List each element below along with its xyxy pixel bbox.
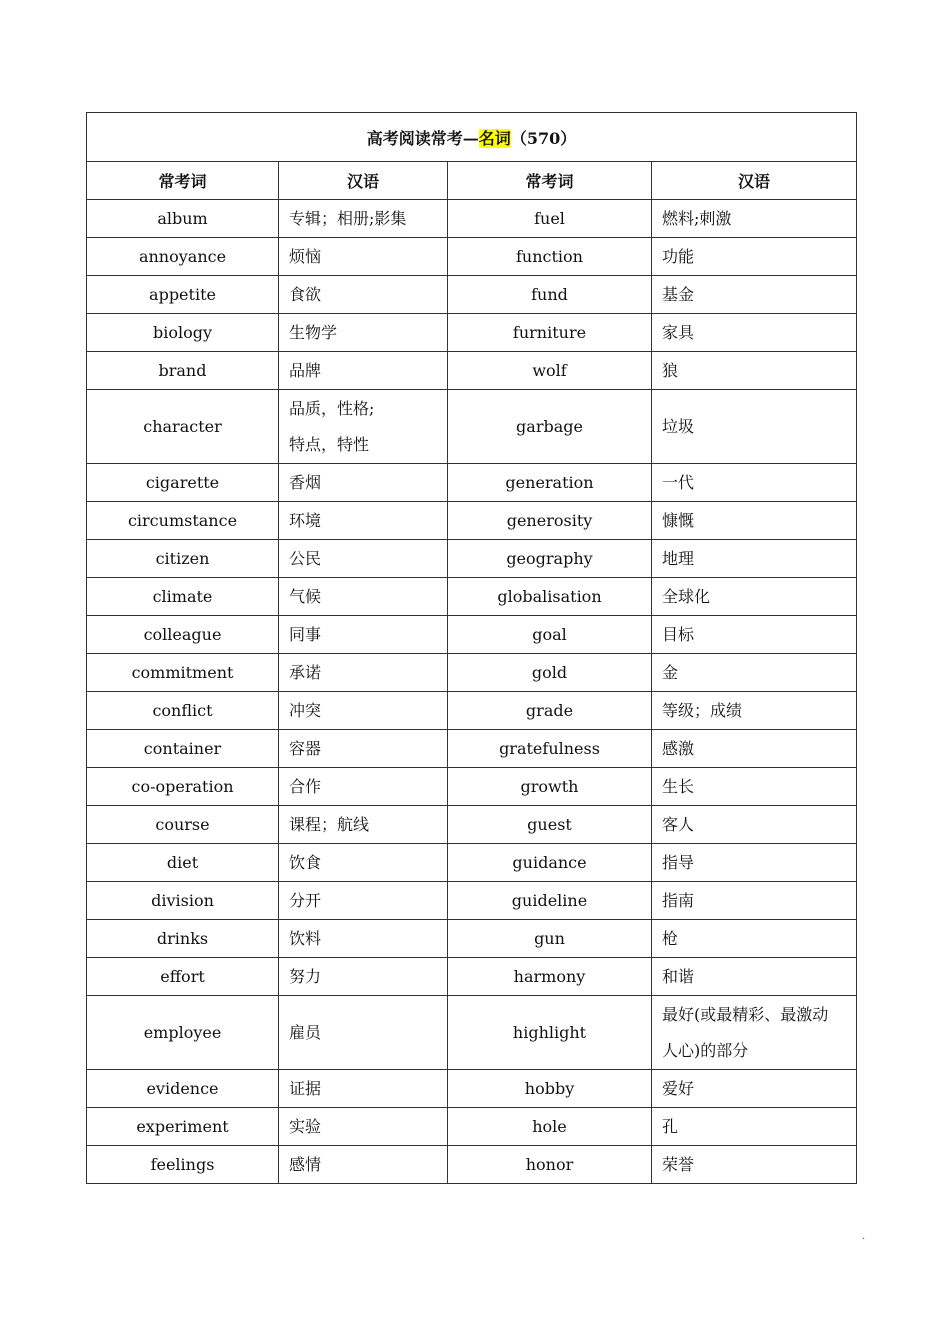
title-prefix: 高考阅读常考— — [366, 128, 479, 148]
chinese-meaning — [652, 996, 857, 1070]
english-word: guest — [448, 806, 652, 844]
english-word: colleague — [87, 616, 279, 654]
chinese-meaning-line: 地理 — [662, 548, 695, 568]
chinese-meaning-line: 分开 — [289, 890, 322, 910]
english-word: goal — [448, 616, 652, 654]
table-row — [87, 768, 857, 806]
chinese-meaning-line: 品质，性格; — [289, 398, 375, 418]
chinese-meaning — [652, 540, 857, 578]
chinese-meaning-line: 气候 — [289, 586, 322, 606]
column-header: 常考词 — [87, 162, 279, 200]
table-body — [87, 200, 857, 1184]
chinese-meaning — [652, 768, 857, 806]
chinese-meaning-line: 指导 — [662, 852, 695, 872]
table-row — [87, 314, 857, 352]
table-row — [87, 692, 857, 730]
chinese-meaning — [279, 920, 448, 958]
chinese-meaning — [279, 502, 448, 540]
chinese-meaning-line: 等级；成绩 — [662, 700, 743, 720]
table-row — [87, 844, 857, 882]
table-row — [87, 882, 857, 920]
chinese-meaning — [652, 730, 857, 768]
table-row — [87, 996, 857, 1070]
chinese-meaning-line: 证据 — [289, 1078, 322, 1098]
chinese-meaning-line: 同事 — [289, 624, 322, 644]
chinese-meaning — [279, 616, 448, 654]
english-word: gratefulness — [448, 730, 652, 768]
chinese-meaning-line: 目标 — [662, 624, 695, 644]
english-word: function — [448, 238, 652, 276]
english-word: growth — [448, 768, 652, 806]
chinese-meaning — [652, 578, 857, 616]
english-word: highlight — [448, 996, 652, 1070]
chinese-meaning-line: 功能 — [662, 246, 695, 266]
chinese-meaning — [279, 882, 448, 920]
english-word: evidence — [87, 1070, 279, 1108]
english-word: honor — [448, 1146, 652, 1184]
english-word: globalisation — [448, 578, 652, 616]
chinese-meaning — [652, 276, 857, 314]
english-word: citizen — [87, 540, 279, 578]
english-word: garbage — [448, 390, 652, 464]
table-row — [87, 616, 857, 654]
chinese-meaning — [279, 276, 448, 314]
chinese-meaning-line: 燃料;刺激 — [662, 208, 732, 228]
chinese-meaning — [279, 464, 448, 502]
chinese-meaning — [652, 920, 857, 958]
chinese-meaning — [279, 768, 448, 806]
english-word: climate — [87, 578, 279, 616]
english-word: drinks — [87, 920, 279, 958]
english-word: appetite — [87, 276, 279, 314]
chinese-meaning-line: 一代 — [662, 472, 695, 492]
english-word: biology — [87, 314, 279, 352]
table-row — [87, 1146, 857, 1184]
table-row — [87, 578, 857, 616]
chinese-meaning-line: 荣誉 — [662, 1154, 695, 1174]
english-word: hole — [448, 1108, 652, 1146]
chinese-meaning-line: 慷慨 — [662, 510, 695, 530]
english-word: harmony — [448, 958, 652, 996]
chinese-meaning-line: 香烟 — [289, 472, 322, 492]
table-header-row — [87, 162, 857, 200]
chinese-meaning-line: 生长 — [662, 776, 695, 796]
english-word: generosity — [448, 502, 652, 540]
chinese-meaning — [279, 390, 448, 464]
table-row — [87, 806, 857, 844]
english-word: geography — [448, 540, 652, 578]
english-word: guideline — [448, 882, 652, 920]
chinese-meaning — [279, 958, 448, 996]
chinese-meaning-line: 感情 — [289, 1154, 322, 1174]
table-row — [87, 390, 857, 464]
table-row — [87, 200, 857, 238]
chinese-meaning — [279, 692, 448, 730]
chinese-meaning — [652, 502, 857, 540]
chinese-meaning-line: 人心)的部分 — [662, 1040, 749, 1060]
chinese-meaning — [279, 844, 448, 882]
chinese-meaning-line: 基金 — [662, 284, 695, 304]
chinese-meaning-line: 饮食 — [289, 852, 322, 872]
chinese-meaning-line: 爱好 — [662, 1078, 695, 1098]
chinese-meaning-line: 合作 — [289, 776, 322, 796]
english-word: employee — [87, 996, 279, 1070]
chinese-meaning — [652, 238, 857, 276]
chinese-meaning-line: 指南 — [662, 890, 695, 910]
english-word: brand — [87, 352, 279, 390]
chinese-meaning-line: 环境 — [289, 510, 322, 530]
table-row — [87, 654, 857, 692]
chinese-meaning-line: 家具 — [662, 322, 695, 342]
english-word: annoyance — [87, 238, 279, 276]
english-word: hobby — [448, 1070, 652, 1108]
english-word: experiment — [87, 1108, 279, 1146]
english-word: guidance — [448, 844, 652, 882]
chinese-meaning — [652, 352, 857, 390]
english-word: feelings — [87, 1146, 279, 1184]
english-word: diet — [87, 844, 279, 882]
chinese-meaning-line: 金 — [662, 662, 679, 682]
chinese-meaning-line: 孔 — [662, 1116, 679, 1136]
page-mark: · — [862, 1234, 866, 1245]
chinese-meaning — [279, 1070, 448, 1108]
table-row — [87, 920, 857, 958]
chinese-meaning-line: 课程；航线 — [289, 814, 370, 834]
english-word: circumstance — [87, 502, 279, 540]
chinese-meaning-line: 专辑；相册;影集 — [289, 208, 407, 228]
chinese-meaning — [652, 692, 857, 730]
chinese-meaning-line: 最好(或最精彩、最激动 — [662, 1004, 829, 1024]
table-row — [87, 1108, 857, 1146]
chinese-meaning-line: 客人 — [662, 814, 695, 834]
table-row — [87, 540, 857, 578]
chinese-meaning-line: 雇员 — [289, 1022, 322, 1042]
chinese-meaning — [652, 616, 857, 654]
table-row — [87, 730, 857, 768]
chinese-meaning-line: 和谐 — [662, 966, 695, 986]
english-word: course — [87, 806, 279, 844]
english-word: division — [87, 882, 279, 920]
english-word: conflict — [87, 692, 279, 730]
title-highlight: 名词 — [478, 128, 511, 148]
chinese-meaning-line: 承诺 — [289, 662, 322, 682]
chinese-meaning-line: 感激 — [662, 738, 695, 758]
english-word: fuel — [448, 200, 652, 238]
english-word: co-operation — [87, 768, 279, 806]
chinese-meaning-line: 努力 — [289, 966, 322, 986]
chinese-meaning-line: 饮料 — [289, 928, 322, 948]
page-title — [87, 113, 857, 162]
table-row — [87, 502, 857, 540]
chinese-meaning — [652, 654, 857, 692]
chinese-meaning — [652, 1146, 857, 1184]
title-suffix: （570） — [510, 128, 577, 148]
chinese-meaning — [279, 352, 448, 390]
column-header: 汉语 — [279, 162, 448, 200]
english-word: grade — [448, 692, 652, 730]
chinese-meaning — [279, 238, 448, 276]
chinese-meaning — [652, 464, 857, 502]
english-word: wolf — [448, 352, 652, 390]
english-word: furniture — [448, 314, 652, 352]
chinese-meaning — [279, 578, 448, 616]
chinese-meaning — [279, 806, 448, 844]
table-row — [87, 276, 857, 314]
chinese-meaning-line: 食欲 — [289, 284, 322, 304]
chinese-meaning-line: 垃圾 — [662, 416, 695, 436]
chinese-meaning-line: 冲突 — [289, 700, 322, 720]
chinese-meaning — [279, 996, 448, 1070]
table-row — [87, 352, 857, 390]
chinese-meaning — [279, 1108, 448, 1146]
english-word: gun — [448, 920, 652, 958]
table-row — [87, 1070, 857, 1108]
vocabulary-table — [86, 112, 857, 1184]
chinese-meaning — [652, 1108, 857, 1146]
chinese-meaning — [652, 844, 857, 882]
chinese-meaning — [279, 654, 448, 692]
chinese-meaning — [652, 314, 857, 352]
english-word: gold — [448, 654, 652, 692]
chinese-meaning — [279, 200, 448, 238]
chinese-meaning-line: 特点，特性 — [289, 434, 370, 454]
chinese-meaning — [279, 540, 448, 578]
chinese-meaning — [652, 806, 857, 844]
chinese-meaning-line: 枪 — [662, 928, 679, 948]
english-word: commitment — [87, 654, 279, 692]
chinese-meaning-line: 生物学 — [289, 322, 338, 342]
english-word: generation — [448, 464, 652, 502]
chinese-meaning-line: 实验 — [289, 1116, 322, 1136]
chinese-meaning-line: 品牌 — [289, 360, 322, 380]
table-row — [87, 958, 857, 996]
chinese-meaning-line: 容器 — [289, 738, 322, 758]
chinese-meaning-line: 狼 — [662, 360, 679, 380]
english-word: container — [87, 730, 279, 768]
chinese-meaning — [279, 314, 448, 352]
chinese-meaning — [652, 1070, 857, 1108]
chinese-meaning-line: 烦恼 — [289, 246, 322, 266]
column-header: 常考词 — [448, 162, 652, 200]
english-word: character — [87, 390, 279, 464]
chinese-meaning — [652, 958, 857, 996]
chinese-meaning — [652, 882, 857, 920]
table-row — [87, 238, 857, 276]
english-word: effort — [87, 958, 279, 996]
english-word: album — [87, 200, 279, 238]
column-header: 汉语 — [652, 162, 857, 200]
chinese-meaning — [279, 730, 448, 768]
chinese-meaning-line: 全球化 — [662, 586, 711, 606]
chinese-meaning — [652, 390, 857, 464]
chinese-meaning-line: 公民 — [289, 548, 322, 568]
english-word: cigarette — [87, 464, 279, 502]
chinese-meaning — [652, 200, 857, 238]
chinese-meaning — [279, 1146, 448, 1184]
english-word: fund — [448, 276, 652, 314]
table-row — [87, 464, 857, 502]
